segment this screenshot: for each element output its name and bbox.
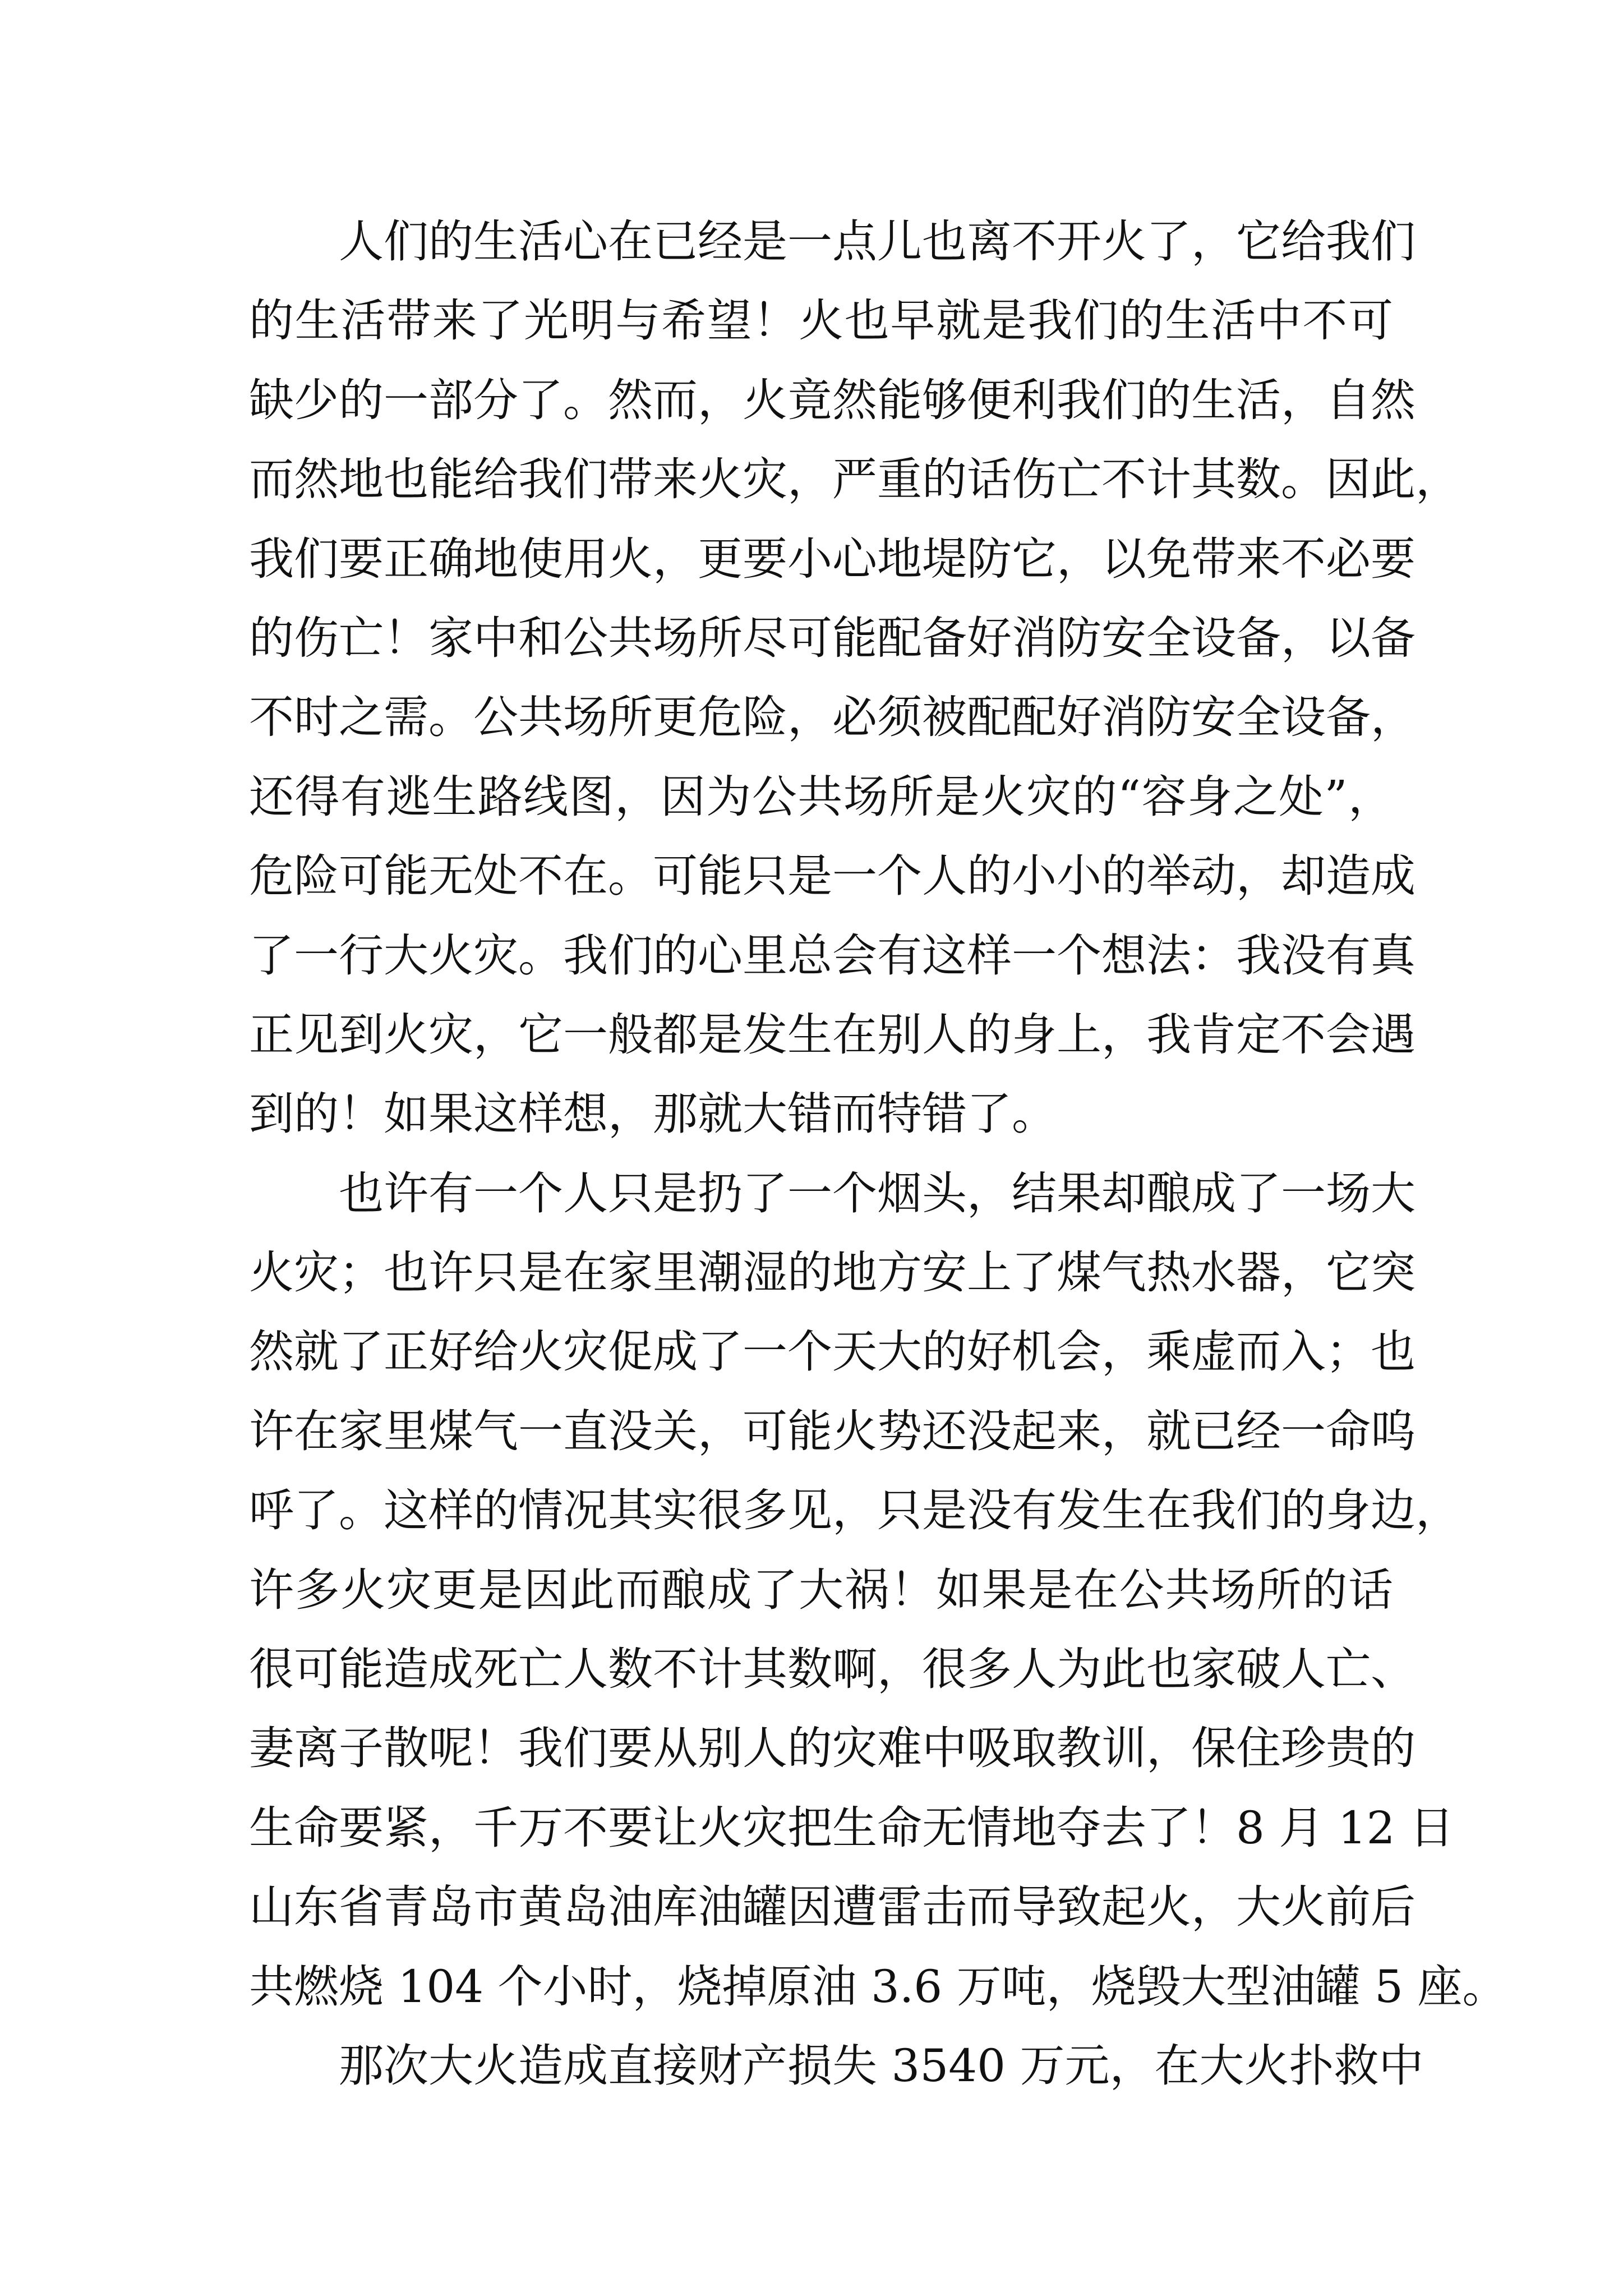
paragraph-line: 呼了。这样的情况其实很多见，只是没有发生在我们的身边， xyxy=(249,1484,1460,1537)
paragraph-line: 然就了正好给火灾促成了一个天大的好机会，乘虚而入；也 xyxy=(249,1326,1415,1378)
paragraph-line: 共燃烧 104 个小时，烧掉原油 3.6 万吨，烧毁大型油罐 5 座。 xyxy=(249,1960,1507,2013)
paragraph-line: 危险可能无处不在。可能只是一个人的小小的举动，却造成 xyxy=(249,850,1415,903)
paragraph-line: 人们的生活心在已经是一点儿也离不开火了，它给我们 xyxy=(339,215,1415,268)
paragraph-line: 生命要紧，千万不要让火灾把生命无情地夺去了！8 月 12 日 xyxy=(249,1801,1454,1854)
paragraph-line: 不时之需。公共场所更危险，必须被配配好消防安全设备， xyxy=(249,691,1415,744)
paragraph-line: 还得有逃生路线图，因为公共场所是火灾的“容身之处”， xyxy=(249,770,1393,823)
paragraph-line: 而然地也能给我们带来火灾，严重的话伤亡不计其数。因此， xyxy=(249,453,1460,506)
paragraph-line: 了一行大火灾。我们的心里总会有这样一个想法：我没有真 xyxy=(249,929,1415,982)
paragraph-line: 很可能造成死亡人数不计其数啊，很多人为此也家破人亡、 xyxy=(249,1643,1415,1696)
paragraph-line: 缺少的一部分了。然而，火竟然能够便利我们的生活，自然 xyxy=(249,374,1415,426)
paragraph-line: 许在家里煤气一直没关，可能火势还没起来，就已经一命呜 xyxy=(249,1405,1415,1457)
paragraph-line: 火灾；也许只是在家里潮湿的地方安上了煤气热水器，它突 xyxy=(249,1246,1415,1299)
paragraph-line: 也许有一个人只是扔了一个烟头，结果却酿成了一场大 xyxy=(339,1167,1415,1220)
paragraph-line: 正见到火灾，它一般都是发生在别人的身上，我肯定不会遇 xyxy=(249,1008,1415,1061)
paragraph-line: 那次大火造成直接财产损失 3540 万元，在大火扑救中 xyxy=(339,2039,1424,2092)
paragraph-line: 山东省青岛市黄岛油库油罐因遭雷击而导致起火，大火前后 xyxy=(249,1881,1415,1934)
body-text xyxy=(249,202,1507,2105)
paragraph-line: 的生活带来了光明与希望！火也早就是我们的生活中不可 xyxy=(249,295,1393,347)
paragraph-line: 妻离子散呢！我们要从别人的灾难中吸取教训，保住珍贵的 xyxy=(249,1722,1415,1775)
paragraph-line: 到的！如果这样想，那就大错而特错了。 xyxy=(249,1088,1057,1140)
paragraph-line: 的伤亡！家中和公共场所尽可能配备好消防安全设备，以备 xyxy=(249,611,1415,664)
paragraph-line: 许多火灾更是因此而酿成了大祸！如果是在公共场所的话 xyxy=(249,1563,1393,1616)
paragraph-line: 我们要正确地使用火，更要小心地堤防它，以免带来不必要 xyxy=(249,532,1415,585)
